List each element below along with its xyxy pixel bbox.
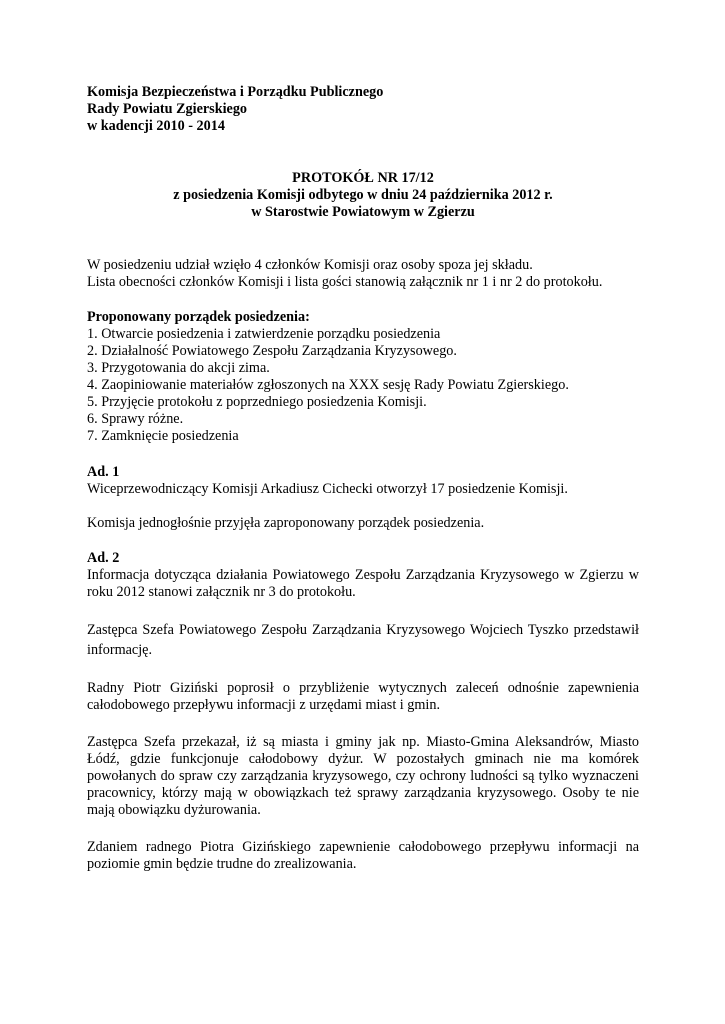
committee-header (87, 84, 639, 135)
ad2-presentation: Zastępca Szefa Powiatowego Zespołu Zarządzania Kryzysowego Wojciech Tyszko przedstawił informację. (87, 622, 639, 658)
agenda-item: 3. Przygotowania do akcji zima. (87, 360, 270, 376)
document-page (87, 84, 639, 873)
ad1-heading: Ad. 1 (87, 464, 120, 480)
agenda-item: 2. Działalność Powiatowego Zespołu Zarządzania Kryzysowego. (87, 343, 457, 359)
council-name: Rady Powiatu Zgierskiego (87, 101, 248, 117)
agenda-item: 6. Sprawy różne. (87, 411, 184, 427)
term-of-office: w kadencji 2010 - 2014 (87, 118, 225, 134)
agenda-list (87, 326, 639, 445)
ad2-opinion: Zdaniem radnego Piotra Gizińskiego zapewnienie całodobowego przepływu informacji na poziomie gmin będzie trudne do zrealizowania. (87, 839, 639, 872)
ad2-heading: Ad. 2 (87, 550, 120, 566)
agenda-heading: Proponowany porządek posiedzenia: (87, 309, 310, 325)
attachments-line: Lista obecności członków Komisji i lista gości stanowią załącznik nr 1 i nr 2 do protokołu. (87, 274, 603, 290)
ad2-question: Radny Piotr Giziński poprosił o przybliżenie wytycznych zaleceń odnośnie zapewnienia całodobowego przepływu informacji z urzędami miast i gmin. (87, 680, 639, 713)
meeting-location: w Starostwie Powiatowym w Zgierzu (251, 204, 475, 220)
protocol-number: PROTOKÓŁ NR 17/12 (292, 170, 434, 186)
committee-name: Komisja Bezpieczeństwa i Porządku Publicznego (87, 84, 384, 100)
ad1-agenda-approval: Komisja jednogłośnie przyjęła zaproponowany porządek posiedzenia. (87, 515, 485, 531)
section-ad2 (87, 550, 639, 873)
agenda (87, 309, 639, 445)
meeting-date: z posiedzenia Komisji odbytego w dniu 24 października 2012 r. (173, 187, 553, 203)
ad2-information: Informacja dotycząca działania Powiatowego Zespołu Zarządzania Kryzysowego w Zgierzu w roku 2012 stanowi załącznik nr 3 do protokołu. (87, 567, 639, 600)
agenda-item: 7. Zamknięcie posiedzenia (87, 428, 239, 444)
agenda-item: 4. Zaopiniowanie materiałów zgłoszonych na XXX sesję Rady Powiatu Zgierskiego. (87, 377, 569, 393)
attendance-line: W posiedzeniu udział wzięło 4 członków Komisji oraz osoby spoza jej składu. (87, 257, 533, 273)
agenda-item: 5. Przyjęcie protokołu z poprzedniego posiedzenia Komisji. (87, 394, 427, 410)
attendance-paragraph (87, 257, 639, 291)
agenda-item: 1. Otwarcie posiedzenia i zatwierdzenie porządku posiedzenia (87, 326, 441, 342)
protocol-title (87, 170, 639, 221)
ad2-answer: Zastępca Szefa przekazał, iż są miasta i gminy jak np. Miasto-Gmina Aleksandrów, Miasto Łódź, gdzie funkcjonuje całodobowy dyżur. W pozostałych gminach nie ma komórek powołanych do spraw czy zarządzania kryzysowego, czy ochrony ludności są tylko wyznaczeni pracownicy, którzy mają w obowiązkach też sprawy zarządzania kryzysowego. Osoby te nie mają obowiązku dyżurowania. (87, 734, 639, 818)
ad1-opening: Wiceprzewodniczący Komisji Arkadiusz Cichecki otworzył 17 posiedzenie Komisji. (87, 481, 568, 497)
section-ad1 (87, 464, 639, 532)
